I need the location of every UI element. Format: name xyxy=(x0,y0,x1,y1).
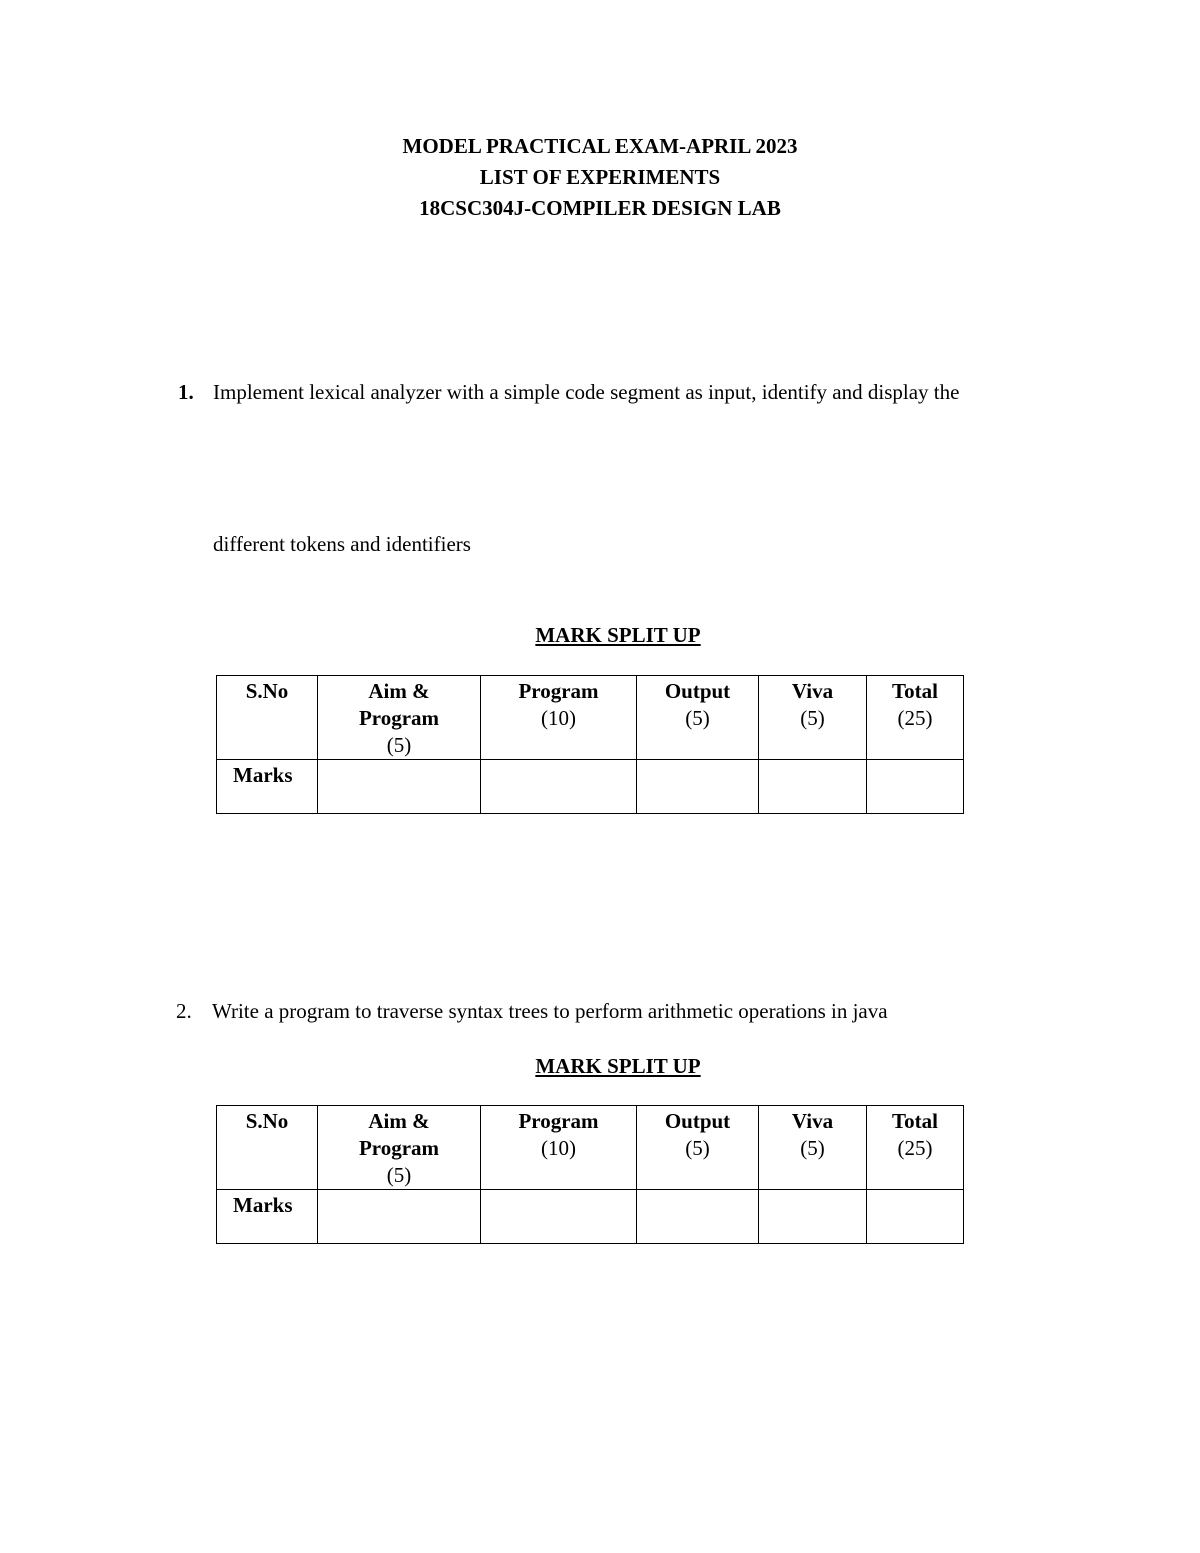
header-aim-program: Aim & Program (5) xyxy=(318,1106,481,1190)
experiment-1-number: 1. xyxy=(178,380,194,404)
table-header-row xyxy=(217,1106,964,1190)
header-program: Program (10) xyxy=(481,676,637,760)
header-total: Total (25) xyxy=(867,676,964,760)
experiment-1-text-line2: different tokens and identifiers xyxy=(213,532,471,556)
mark-table-1 xyxy=(216,675,964,814)
marks-cell-total[interactable] xyxy=(867,760,964,814)
marks-cell-aim-program[interactable] xyxy=(318,760,481,814)
header-total: Total (25) xyxy=(867,1106,964,1190)
experiment-1 xyxy=(178,380,194,405)
mark-split-title-1: MARK SPLIT UP xyxy=(535,623,701,647)
header-viva: Viva (5) xyxy=(759,676,867,760)
marks-cell-total[interactable] xyxy=(867,1190,964,1244)
header-output: Output (5) xyxy=(637,1106,759,1190)
header-viva: Viva (5) xyxy=(759,1106,867,1190)
header-output: Output (5) xyxy=(637,676,759,760)
document-subtitle: LIST OF EXPERIMENTS xyxy=(479,165,721,189)
marks-cell-output[interactable] xyxy=(637,1190,759,1244)
marks-cell-viva[interactable] xyxy=(759,760,867,814)
table-row xyxy=(217,760,964,814)
marks-cell-output[interactable] xyxy=(637,760,759,814)
marks-cell-program[interactable] xyxy=(481,760,637,814)
header-sno: S.No xyxy=(217,1106,318,1190)
header-program: Program (10) xyxy=(481,1106,637,1190)
marks-cell-viva[interactable] xyxy=(759,1190,867,1244)
mark-table-2 xyxy=(216,1105,964,1244)
table-row xyxy=(217,1190,964,1244)
experiment-2-text-line1: Write a program to traverse syntax trees to perform arithmetic operations in java xyxy=(212,999,888,1023)
course-title: 18CSC304J-COMPILER DESIGN LAB xyxy=(419,196,781,220)
experiment-2-number: 2. xyxy=(176,999,192,1023)
marks-cell-program[interactable] xyxy=(481,1190,637,1244)
header-sno: S.No xyxy=(217,676,318,760)
marks-cell-aim-program[interactable] xyxy=(318,1190,481,1244)
table-header-row xyxy=(217,676,964,760)
mark-split-title-2: MARK SPLIT UP xyxy=(535,1054,701,1078)
experiment-1-text-line1: Implement lexical analyzer with a simple code segment as input, identify and display the xyxy=(213,380,960,404)
marks-label: Marks xyxy=(217,760,318,814)
exam-title: MODEL PRACTICAL EXAM-APRIL 2023 xyxy=(402,134,798,158)
header-aim-program: Aim & Program (5) xyxy=(318,676,481,760)
marks-label: Marks xyxy=(217,1190,318,1244)
